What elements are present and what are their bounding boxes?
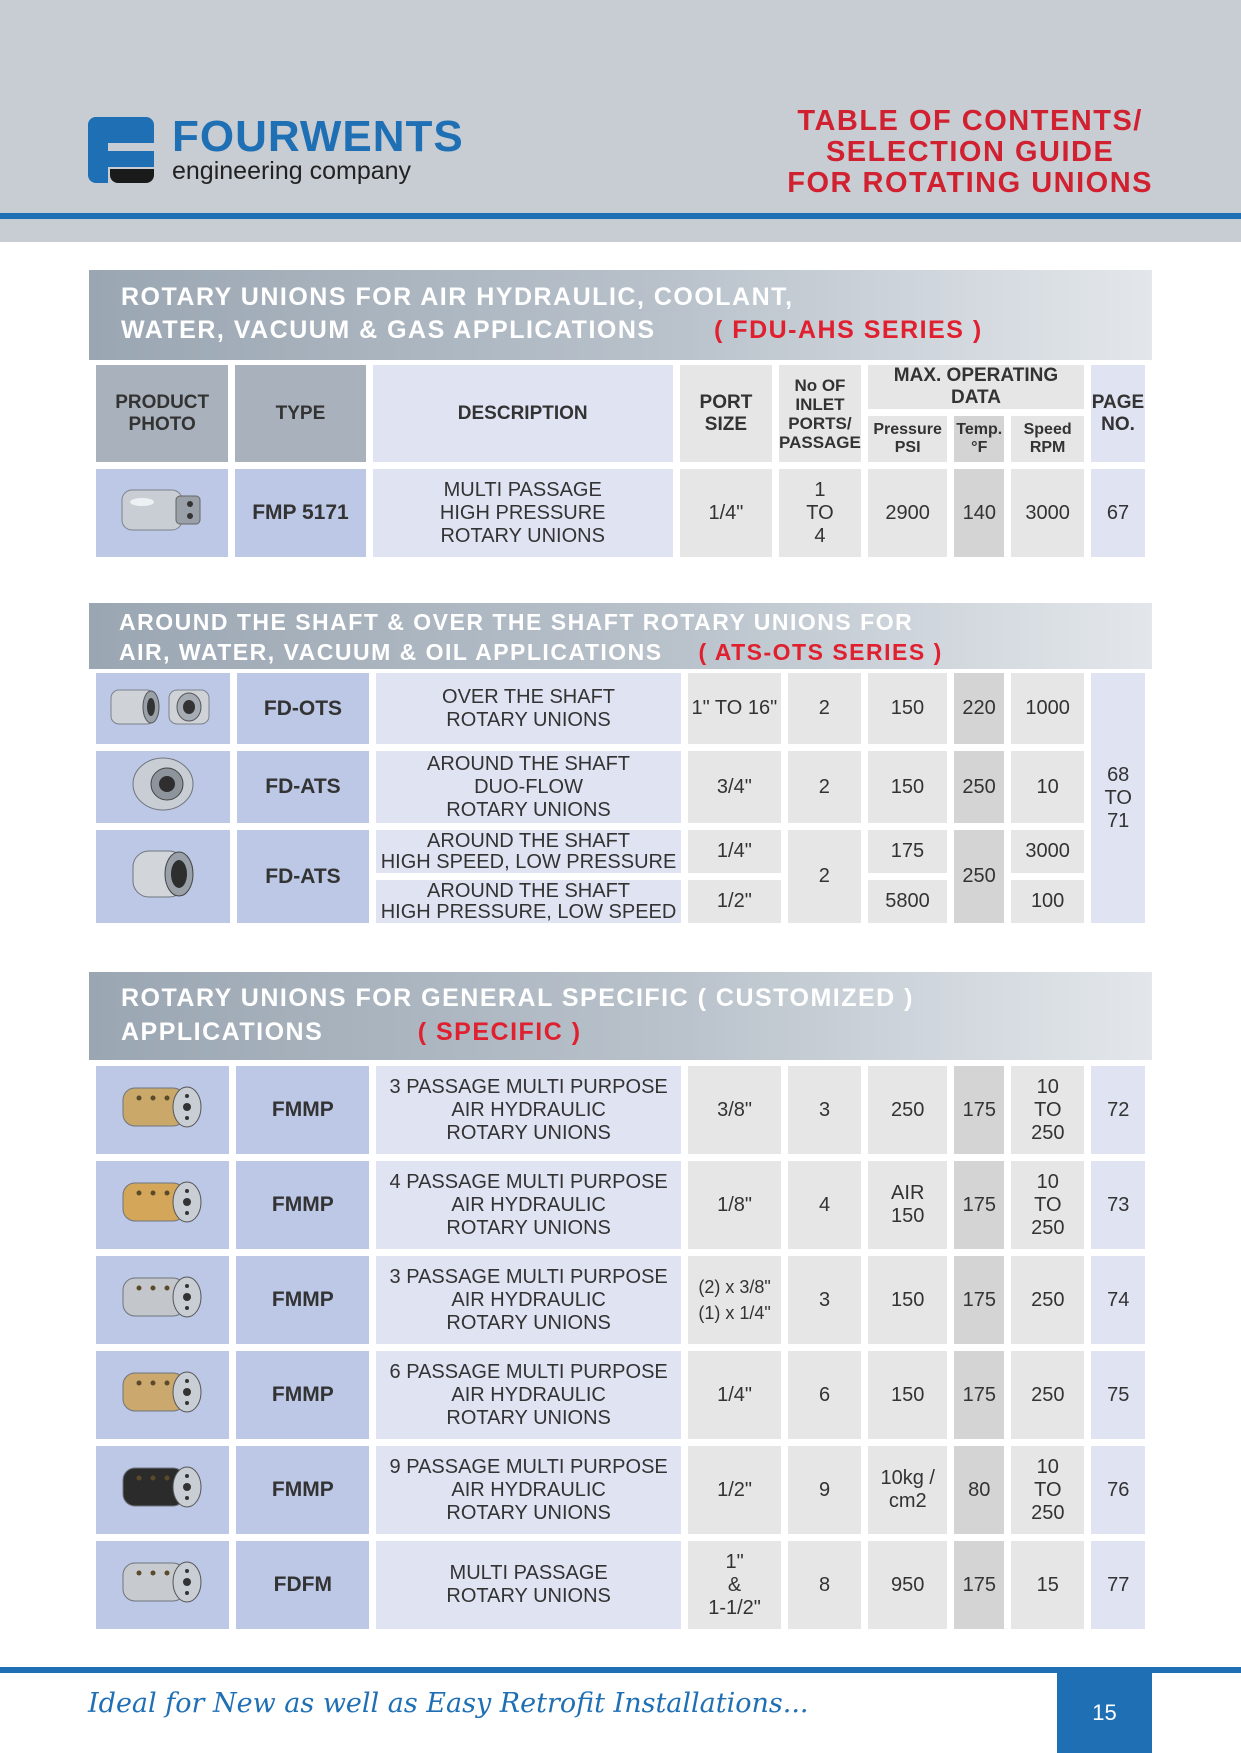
- product-description: 4 PASSAGE MULTI PURPOSE AIR HYDRAULIC ROTARY UNIONS: [376, 1161, 681, 1249]
- inlet-count: 3: [788, 1256, 861, 1344]
- product-photo: [96, 1256, 229, 1344]
- pressure-value: 150: [868, 673, 947, 744]
- section-title-line: [121, 1018, 582, 1047]
- product-description: AROUND THE SHAFT HIGH PRESSURE, LOW SPEED: [376, 880, 681, 923]
- speed-value: 10 TO 250: [1011, 1446, 1084, 1534]
- section-2-table: [89, 666, 1152, 930]
- pressure-value: AIR 150: [868, 1161, 947, 1249]
- pressure-value: 10kg / cm2: [868, 1446, 947, 1534]
- col-header-temp: Temp. °F: [954, 416, 1004, 462]
- page-number: 72: [1091, 1066, 1145, 1154]
- pressure-value: 175: [868, 830, 947, 873]
- speed-value: 3000: [1011, 469, 1084, 557]
- section-2-heading: [89, 603, 1152, 669]
- company-logo: [88, 112, 464, 185]
- footer-divider: [0, 1667, 1241, 1673]
- page-number-badge: 15: [1057, 1673, 1152, 1753]
- temp-value: 175: [954, 1066, 1004, 1154]
- product-description: MULTI PASSAGE ROTARY UNIONS: [376, 1541, 681, 1629]
- port-size: 1/2": [688, 1446, 781, 1534]
- section-title-line: AROUND THE SHAFT & OVER THE SHAFT ROTARY UNIONS FOR: [119, 609, 914, 635]
- pressure-value: 150: [868, 751, 947, 823]
- product-photo: [96, 1446, 229, 1534]
- title-line: TABLE OF CONTENTS/: [797, 105, 1143, 137]
- inlet-count: 4: [788, 1161, 861, 1249]
- pressure-value: 950: [868, 1541, 947, 1629]
- pressure-value: 5800: [868, 880, 947, 923]
- product-photo: [96, 751, 230, 823]
- product-photo: [96, 1161, 229, 1249]
- page-number: 74: [1091, 1256, 1145, 1344]
- speed-value: 3000: [1011, 830, 1084, 873]
- inlet-count: 3: [788, 1066, 861, 1154]
- port-size: 1/4": [680, 469, 772, 557]
- temp-value: 175: [954, 1256, 1004, 1344]
- product-type: FMMP: [236, 1161, 369, 1249]
- temp-value: 140: [954, 469, 1004, 557]
- product-photo: [96, 1541, 229, 1629]
- temp-value: 175: [954, 1351, 1004, 1439]
- page-header: [0, 0, 1241, 242]
- inlet-count: 8: [788, 1541, 861, 1629]
- section-3-table: [89, 1059, 1152, 1636]
- product-description: AROUND THE SHAFT DUO-FLOW ROTARY UNIONS: [376, 751, 681, 823]
- product-description: 3 PASSAGE MULTI PURPOSE AIR HYDRAULIC ROTARY UNIONS: [376, 1066, 681, 1154]
- col-header-description: DESCRIPTION: [373, 365, 673, 462]
- section-title-line: [119, 639, 943, 666]
- table-row: [96, 1161, 1145, 1249]
- port-size: 3/4": [688, 751, 781, 823]
- temp-value: 80: [954, 1446, 1004, 1534]
- product-type: FMMP: [236, 1351, 369, 1439]
- page-number: 73: [1091, 1161, 1145, 1249]
- logo-mark-icon: [88, 117, 156, 185]
- product-photo: [96, 1351, 229, 1439]
- port-size: 3/8": [688, 1066, 781, 1154]
- port-size: 1/8": [688, 1161, 781, 1249]
- product-description: 3 PASSAGE MULTI PURPOSE AIR HYDRAULIC ROTARY UNIONS: [376, 1256, 681, 1344]
- col-header-photo: PRODUCT PHOTO: [96, 365, 228, 462]
- product-type: FDFM: [236, 1541, 369, 1629]
- title-line: SELECTION GUIDE: [825, 136, 1115, 168]
- product-photo: [96, 673, 230, 744]
- table-row: [96, 1351, 1145, 1439]
- table-row: [96, 673, 1145, 744]
- speed-value: 10 TO 250: [1011, 1161, 1084, 1249]
- inlet-count: 9: [788, 1446, 861, 1534]
- col-header-type: TYPE: [235, 365, 365, 462]
- product-description: 9 PASSAGE MULTI PURPOSE AIR HYDRAULIC ROTARY UNIONS: [376, 1446, 681, 1534]
- section-3-heading: [89, 972, 1152, 1060]
- temp-value: 175: [954, 1541, 1004, 1629]
- port-size: (2) x 3/8" (1) x 1/4": [688, 1256, 781, 1344]
- product-description: OVER THE SHAFT ROTARY UNIONS: [376, 673, 681, 744]
- table-header-row: [96, 365, 1145, 409]
- temp-value: 250: [954, 751, 1004, 823]
- table-row: [96, 1541, 1145, 1629]
- over-shaft-union-photo-icon: [103, 676, 223, 736]
- product-type: FMP 5171: [235, 469, 365, 557]
- series-label: ( ATS-OTS SERIES ): [698, 639, 943, 665]
- pressure-value: 150: [868, 1256, 947, 1344]
- col-header-pressure: Pressure PSI: [868, 416, 947, 462]
- temp-value: 250: [954, 830, 1004, 923]
- port-size: 1" TO 16": [688, 673, 781, 744]
- section-title-text: WATER, VACUUM & GAS APPLICATIONS: [121, 316, 656, 344]
- section-1-table: [89, 358, 1152, 564]
- speed-value: 1000: [1011, 673, 1084, 744]
- inlet-count: 2: [788, 673, 861, 744]
- inlet-count: 2: [788, 830, 861, 923]
- port-size: 1" & 1-1/2": [688, 1541, 781, 1629]
- inlet-count: 2: [788, 751, 861, 823]
- table-row: [96, 1256, 1145, 1344]
- port-size: 1/4": [688, 830, 781, 873]
- temp-value: 175: [954, 1161, 1004, 1249]
- speed-value: 250: [1011, 1351, 1084, 1439]
- multi-passage-union-photo-icon: [113, 1169, 213, 1235]
- product-type: FMMP: [236, 1256, 369, 1344]
- table-row: [96, 1066, 1145, 1154]
- col-header-speed: Speed RPM: [1011, 416, 1084, 462]
- page-number: 68 TO 71: [1091, 673, 1145, 923]
- section-title-text: AIR, WATER, VACUUM & OIL APPLICATIONS: [119, 639, 663, 665]
- speed-value: 10: [1011, 751, 1084, 823]
- product-photo: [96, 830, 230, 923]
- multi-passage-union-photo-icon: [113, 1549, 213, 1615]
- speed-value: 10 TO 250: [1011, 1066, 1084, 1154]
- title-line: FOR ROTATING UNIONS: [787, 167, 1153, 199]
- logo-subtitle: engineering company: [172, 157, 412, 185]
- port-size: 1/4": [688, 1351, 781, 1439]
- speed-value: 100: [1011, 880, 1084, 923]
- around-shaft-union-photo-icon: [123, 839, 203, 909]
- product-description: 6 PASSAGE MULTI PURPOSE AIR HYDRAULIC ROTARY UNIONS: [376, 1351, 681, 1439]
- footer-tagline: Ideal for New as well as Easy Retrofit Installations...: [88, 1688, 809, 1719]
- product-type: FMMP: [236, 1446, 369, 1534]
- table-row: [96, 751, 1145, 823]
- page-number: 75: [1091, 1351, 1145, 1439]
- header-divider: [0, 213, 1241, 219]
- product-type: FD-ATS: [237, 830, 369, 923]
- multi-passage-union-photo-icon: [113, 1264, 213, 1330]
- product-description: MULTI PASSAGE HIGH PRESSURE ROTARY UNIONS: [373, 469, 673, 557]
- around-shaft-union-photo-icon: [123, 752, 203, 816]
- page-number: 77: [1091, 1541, 1145, 1629]
- document-title: [787, 106, 1153, 199]
- pressure-value: 250: [868, 1066, 947, 1154]
- table-row: [96, 469, 1145, 557]
- multi-passage-union-photo-icon: [113, 1359, 213, 1425]
- product-description: AROUND THE SHAFT HIGH SPEED, LOW PRESSURE: [376, 830, 681, 873]
- temp-value: 220: [954, 673, 1004, 744]
- col-header-max-operating: MAX. OPERATING DATA: [868, 365, 1084, 409]
- section-title-line: ROTARY UNIONS FOR AIR HYDRAULIC, COOLANT,: [121, 283, 794, 311]
- product-photo: [96, 1066, 229, 1154]
- page-number: 67: [1091, 469, 1145, 557]
- col-header-inlet: No OF INLET PORTS/ PASSAGE: [779, 365, 861, 462]
- inlet-count: 1 TO 4: [779, 469, 861, 557]
- table-row: [96, 830, 1145, 873]
- logo-name: FOURWENTS: [172, 112, 464, 161]
- multi-passage-union-photo-icon: [113, 1074, 213, 1140]
- section-1-heading: [89, 270, 1152, 360]
- section-title-text: APPLICATIONS: [121, 1018, 324, 1046]
- inlet-count: 6: [788, 1351, 861, 1439]
- page-number: 76: [1091, 1446, 1145, 1534]
- multi-passage-union-photo-icon: [113, 1454, 213, 1520]
- rotary-union-photo-icon: [114, 478, 210, 542]
- series-label: ( FDU-AHS SERIES ): [714, 316, 983, 344]
- speed-value: 15: [1011, 1541, 1084, 1629]
- pressure-value: 150: [868, 1351, 947, 1439]
- table-row: [96, 1446, 1145, 1534]
- section-title-line: ROTARY UNIONS FOR GENERAL SPECIFIC ( CUSTOMIZED ): [121, 984, 914, 1012]
- series-label: ( SPECIFIC ): [417, 1018, 582, 1046]
- product-photo: [96, 469, 228, 557]
- product-type: FMMP: [236, 1066, 369, 1154]
- col-header-port-size: PORT SIZE: [680, 365, 772, 462]
- section-title-line: [121, 316, 983, 345]
- speed-value: 250: [1011, 1256, 1084, 1344]
- port-size: 1/2": [688, 880, 781, 923]
- product-type: FD-ATS: [237, 751, 369, 823]
- product-type: FD-OTS: [237, 673, 369, 744]
- col-header-page: PAGE NO.: [1091, 365, 1145, 462]
- pressure-value: 2900: [868, 469, 947, 557]
